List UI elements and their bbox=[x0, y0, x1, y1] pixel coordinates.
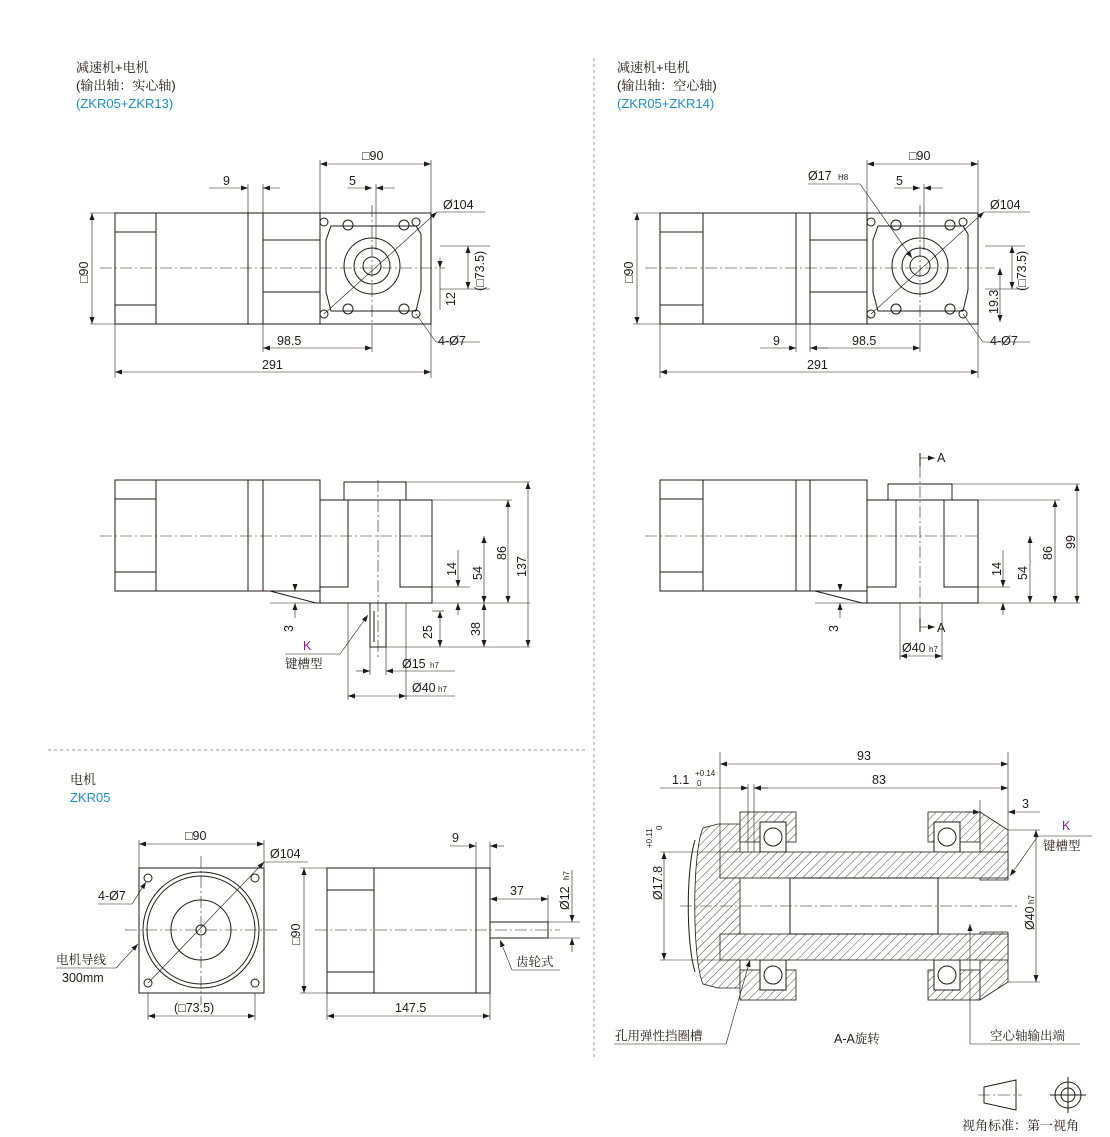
dim-solid-86: 86 bbox=[495, 546, 509, 560]
dim-hollow-d104: Ø104 bbox=[990, 198, 1021, 212]
dim-solid-54: 54 bbox=[471, 566, 485, 580]
motor-lead-label: 电机导线 bbox=[56, 953, 107, 967]
motor-front-view bbox=[56, 829, 308, 1020]
dim-solid-98: 98.5 bbox=[277, 334, 302, 348]
dim-solid-14: 14 bbox=[445, 562, 459, 576]
dim-motor-d104: Ø104 bbox=[270, 847, 301, 861]
dim-hollow-86: 86 bbox=[1041, 546, 1055, 560]
dim-aa-d17: Ø17.8 bbox=[651, 865, 665, 900]
dim-solid-d40: Ø40 bbox=[412, 681, 436, 695]
dim-hollow-19: 19.3 bbox=[987, 289, 1001, 314]
solid-section-title: 减速机+电机 bbox=[76, 60, 149, 75]
dim-hollow-5: 5 bbox=[896, 174, 903, 188]
dim-solid-5: 5 bbox=[349, 174, 356, 188]
dim-aa-1-1-tol-lo: 0 bbox=[697, 779, 702, 788]
aa-hollow-end-label: 空心轴输出端 bbox=[990, 1029, 1066, 1043]
dim-hollow-side-sq90: □90 bbox=[622, 261, 636, 283]
dim-aa-93: 93 bbox=[857, 749, 871, 763]
dim-solid-9: 9 bbox=[223, 174, 230, 188]
motor-side-view bbox=[289, 831, 580, 1020]
dim-solid-hole: 4-Ø7 bbox=[438, 334, 466, 348]
solid-key-label: 键槽型 bbox=[285, 657, 323, 671]
dim-aa-1-1: 1.1 bbox=[672, 773, 690, 787]
dim-solid-side-sq90: □90 bbox=[77, 261, 91, 283]
dim-hollow-d40-tol: h7 bbox=[929, 645, 938, 654]
dim-aa-d40-tol: h7 bbox=[1027, 895, 1036, 904]
dim-solid-d15-tol: h7 bbox=[430, 661, 439, 670]
projection-symbol-icon bbox=[978, 1077, 1086, 1113]
dim-solid-137: 137 bbox=[515, 556, 529, 577]
aa-snap-ring-label: 孔用弹性挡圈槽 bbox=[615, 1029, 703, 1043]
motor-section-model: ZKR05 bbox=[70, 790, 111, 805]
dim-solid-291: 291 bbox=[262, 358, 283, 372]
aa-key-label: 键槽型 bbox=[1043, 839, 1081, 853]
hollow-front-view bbox=[622, 149, 1030, 378]
section-aa-view bbox=[614, 749, 1092, 1046]
solid-front-view bbox=[77, 149, 490, 378]
dim-solid-sq73: (□73.5) bbox=[473, 250, 487, 291]
dim-motor-side-d12-tol: h7 bbox=[562, 871, 571, 880]
dim-hollow-d17: Ø17 bbox=[808, 169, 832, 183]
dim-hollow-sq73: (□73.5) bbox=[1015, 250, 1029, 291]
motor-body bbox=[156, 213, 248, 324]
gearhead-face bbox=[320, 213, 431, 324]
dim-hollow-98: 98.5 bbox=[852, 334, 877, 348]
solid-section-model: (ZKR05+ZKR13) bbox=[76, 96, 174, 111]
dim-solid-38: 38 bbox=[469, 622, 483, 636]
dim-solid-d40-tol: h7 bbox=[438, 685, 447, 694]
dim-hollow-3: 3 bbox=[827, 625, 841, 632]
dim-solid-12: 12 bbox=[444, 292, 458, 306]
motor-lead-length: 300mm bbox=[62, 971, 104, 985]
hollow-section-a-bot: A bbox=[937, 621, 946, 635]
dim-hollow-hole: 4-Ø7 bbox=[990, 334, 1018, 348]
hollow-section-title: 减速机+电机 bbox=[617, 60, 690, 75]
hollow-side-view bbox=[645, 451, 1080, 660]
dim-hollow-9: 9 bbox=[773, 334, 780, 348]
dim-solid-d15: Ø15 bbox=[402, 657, 426, 671]
solid-key-k: K bbox=[303, 639, 312, 653]
dim-motor-sq73: (□73.5) bbox=[174, 1001, 215, 1015]
dim-aa-d17-tol-up: +0.11 bbox=[645, 828, 654, 848]
hollow-section-a-top: A bbox=[937, 451, 946, 465]
dim-solid-3: 3 bbox=[282, 625, 296, 632]
dim-hollow-d40: Ø40 bbox=[902, 641, 926, 655]
dim-hollow-99: 99 bbox=[1064, 535, 1078, 549]
dim-solid-25: 25 bbox=[421, 625, 435, 639]
dim-motor-side-d12: Ø12 bbox=[558, 886, 572, 910]
dim-hollow-14: 14 bbox=[990, 562, 1004, 576]
motor-flange bbox=[248, 213, 263, 324]
dim-hollow-d17-tol: H8 bbox=[838, 173, 849, 182]
dim-aa-83: 83 bbox=[872, 773, 886, 787]
dim-aa-d17-tol-lo: 0 bbox=[655, 825, 664, 830]
dim-hollow-54: 54 bbox=[1016, 566, 1030, 580]
dim-motor-side-9: 9 bbox=[452, 831, 459, 845]
dim-hollow-291: 291 bbox=[807, 358, 828, 372]
dim-aa-1-1-tol-up: +0.14 bbox=[695, 769, 716, 778]
dim-motor-side-147: 147.5 bbox=[395, 1001, 427, 1015]
hollow-section-subtitle: (输出轴：空心轴) bbox=[617, 78, 717, 93]
dim-solid-sq90: □90 bbox=[362, 149, 384, 163]
aa-key-k: K bbox=[1062, 819, 1071, 833]
dim-aa-d40: Ø40 bbox=[1023, 906, 1037, 930]
dim-motor-side-sq90: □90 bbox=[289, 923, 303, 945]
dim-motor-side-37: 37 bbox=[510, 884, 524, 898]
dim-motor-hole: 4-Ø7 bbox=[98, 889, 126, 903]
dim-motor-sq90: □90 bbox=[185, 829, 207, 843]
dim-hollow-sq90: □90 bbox=[909, 149, 931, 163]
projection-standard-label: 视角标准：第一视角 bbox=[962, 1118, 1080, 1133]
hollow-section-model: (ZKR05+ZKR14) bbox=[617, 96, 715, 111]
solid-side-view bbox=[100, 480, 530, 700]
solid-section-subtitle: (输出轴：实心轴) bbox=[76, 78, 176, 93]
gear-adapter bbox=[263, 213, 320, 324]
motor-section-title: 电机 bbox=[70, 772, 97, 787]
dim-aa-3: 3 bbox=[1022, 797, 1029, 811]
motor-end-cap bbox=[115, 213, 156, 324]
motor-gear-type: 齿轮式 bbox=[516, 955, 554, 969]
aa-caption: A-A旋转 bbox=[834, 1032, 880, 1046]
dim-solid-d104: Ø104 bbox=[443, 198, 474, 212]
